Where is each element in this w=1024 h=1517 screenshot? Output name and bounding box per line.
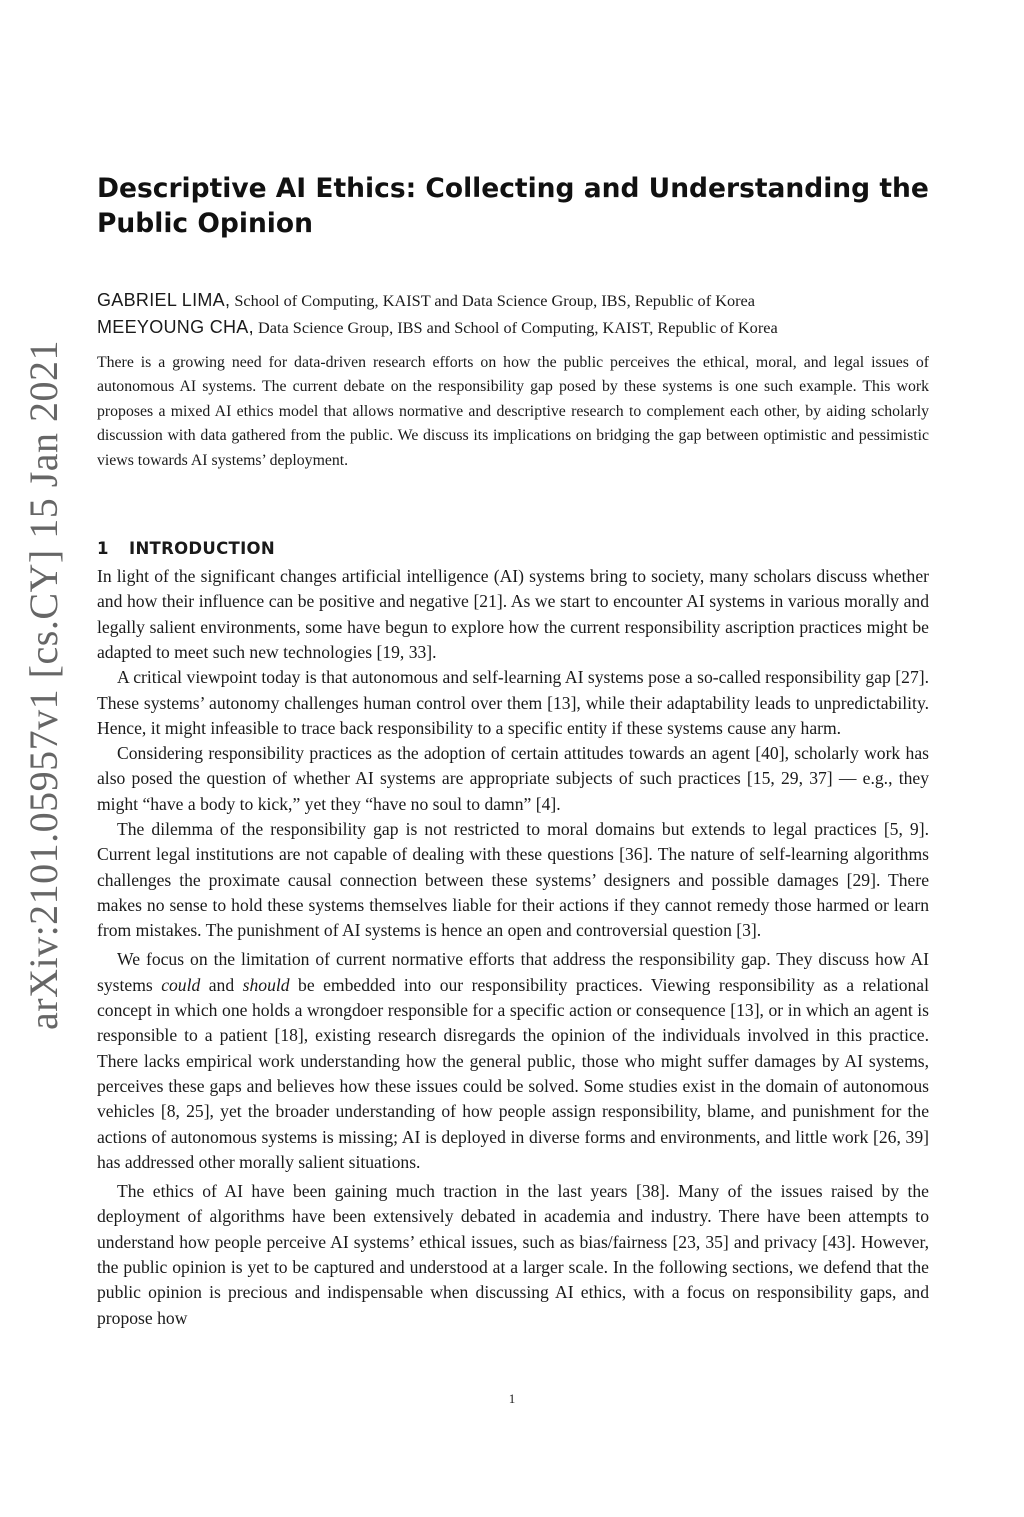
author-2	[97, 314, 929, 341]
paper-title: Descriptive AI Ethics: Collecting and Understanding the Public Opinion	[97, 173, 929, 239]
page-number: 1	[508, 1391, 516, 1406]
paper-content	[97, 171, 929, 1331]
arxiv-identifier: arXiv:2101.05957v1 [cs.CY] 15 Jan 2021	[21, 339, 66, 1030]
paragraph-5	[97, 947, 929, 1175]
author-1	[97, 287, 929, 314]
author-list	[97, 287, 929, 341]
introduction-body	[97, 564, 929, 1331]
paragraph-4: The dilemma of the responsibility gap is not restricted to moral domains but extends to legal practices [5, 9]. Current legal institutions are not capable of dealing with these questions [36]. The nature of self-learning algorithms challenges the proximate causal connection between these systems’ designers and possible damages [29]. There makes no sense to hold these systems themselves liable for their actions if they cannot remedy those harmed or learn from mistakes. The punishment of AI systems is hence an open and controversial question [3].	[97, 819, 929, 941]
author-1-name: GABRIEL LIMA,	[97, 290, 231, 310]
paragraph-5-emphasis-should: should	[242, 974, 290, 995]
section-heading-introduction	[97, 536, 929, 562]
section-number: 1	[97, 539, 109, 559]
paragraph-1: In light of the significant changes artificial intelligence (AI) systems bring to society, many scholars discuss whether and how their influence can be positive and negative [21]. As we start to encounter AI systems in various morally and legally salient environments, some have begun to explore how the current responsibility ascription practices might be adapted to meet such new technologies [19, 33].	[97, 566, 929, 662]
section-title: INTRODUCTION	[129, 539, 275, 559]
author-2-affiliation: Data Science Group, IBS and School of Computing, KAIST, Republic of Korea	[253, 318, 778, 337]
paragraph-2: A critical viewpoint today is that autonomous and self-learning AI systems pose a so-called responsibility gap [27]. These systems’ autonomy challenges human control over them [13], while their adaptability leads to unpredictability. Hence, it might infeasible to trace back responsibility to a specific entity if these systems cause any harm.	[97, 667, 929, 738]
paragraph-5-part-3: be embedded into our responsibility practices. Viewing responsibility as a relational concept in which one holds a wrongdoer responsible for a specific action or consequence [13], or in which an agent is responsible to a patient [18], existing research disregards the opinion of the individuals involved in this practice. There lacks empirical work understanding how the general public, those who might suffer damages by AI systems, perceives these gaps and believes how these issues could be solved. Some studies exist in the domain of autonomous vehicles [8, 25], yet the broader understanding of how people assign responsibility, blame, and punishment for the actions of autonomous systems is missing; AI is deployed in diverse forms and environments, and little work [26, 39] has addressed other morally salient situations.	[97, 974, 929, 1172]
paragraph-5-part-2: and	[200, 974, 243, 995]
abstract: There is a growing need for data-driven research efforts on how the public perceives the ethical, moral, and legal issues of autonomous AI systems. The current debate on the responsibility gap posed by these systems is one such example. This work proposes a mixed AI ethics model that allows normative and descriptive research to complement each other, by aiding scholarly discussion with data gathered from the public. We discuss its implications on bridging the gap between optimistic and pessimistic views towards AI systems’ deployment.	[97, 354, 929, 469]
author-1-affiliation: School of Computing, KAIST and Data Science Group, IBS, Republic of Korea	[230, 291, 755, 310]
paragraph-5-emphasis-could: could	[161, 974, 201, 995]
paragraph-5-part-1: We focus on the limitation of current normative efforts that address the responsibility gap. They discuss how AI systems	[97, 949, 929, 995]
paragraph-6: The ethics of AI have been gaining much traction in the last years [38]. Many of the issues raised by the deployment of algorithms have been extensively debated in academia and industry. There have been attempts to understand how people perceive AI systems’ ethical issues, such as bias/fairness [23, 35] and privacy [43]. However, the public opinion is yet to be captured and understood at a larger scale. In the following sections, we defend that the public opinion is precious and indispensable when discussing AI ethics, with a focus on responsibility gaps, and propose how	[97, 1181, 929, 1328]
author-2-name: MEEYOUNG CHA,	[97, 317, 254, 337]
paragraph-3: Considering responsibility practices as the adoption of certain attitudes towards an agent [40], scholarly work has also posed the question of whether AI systems are appropriate subjects of such practices [15, 29, 37] — e.g., they might “have a body to kick,” yet they “have no soul to damn” [4].	[97, 743, 929, 814]
